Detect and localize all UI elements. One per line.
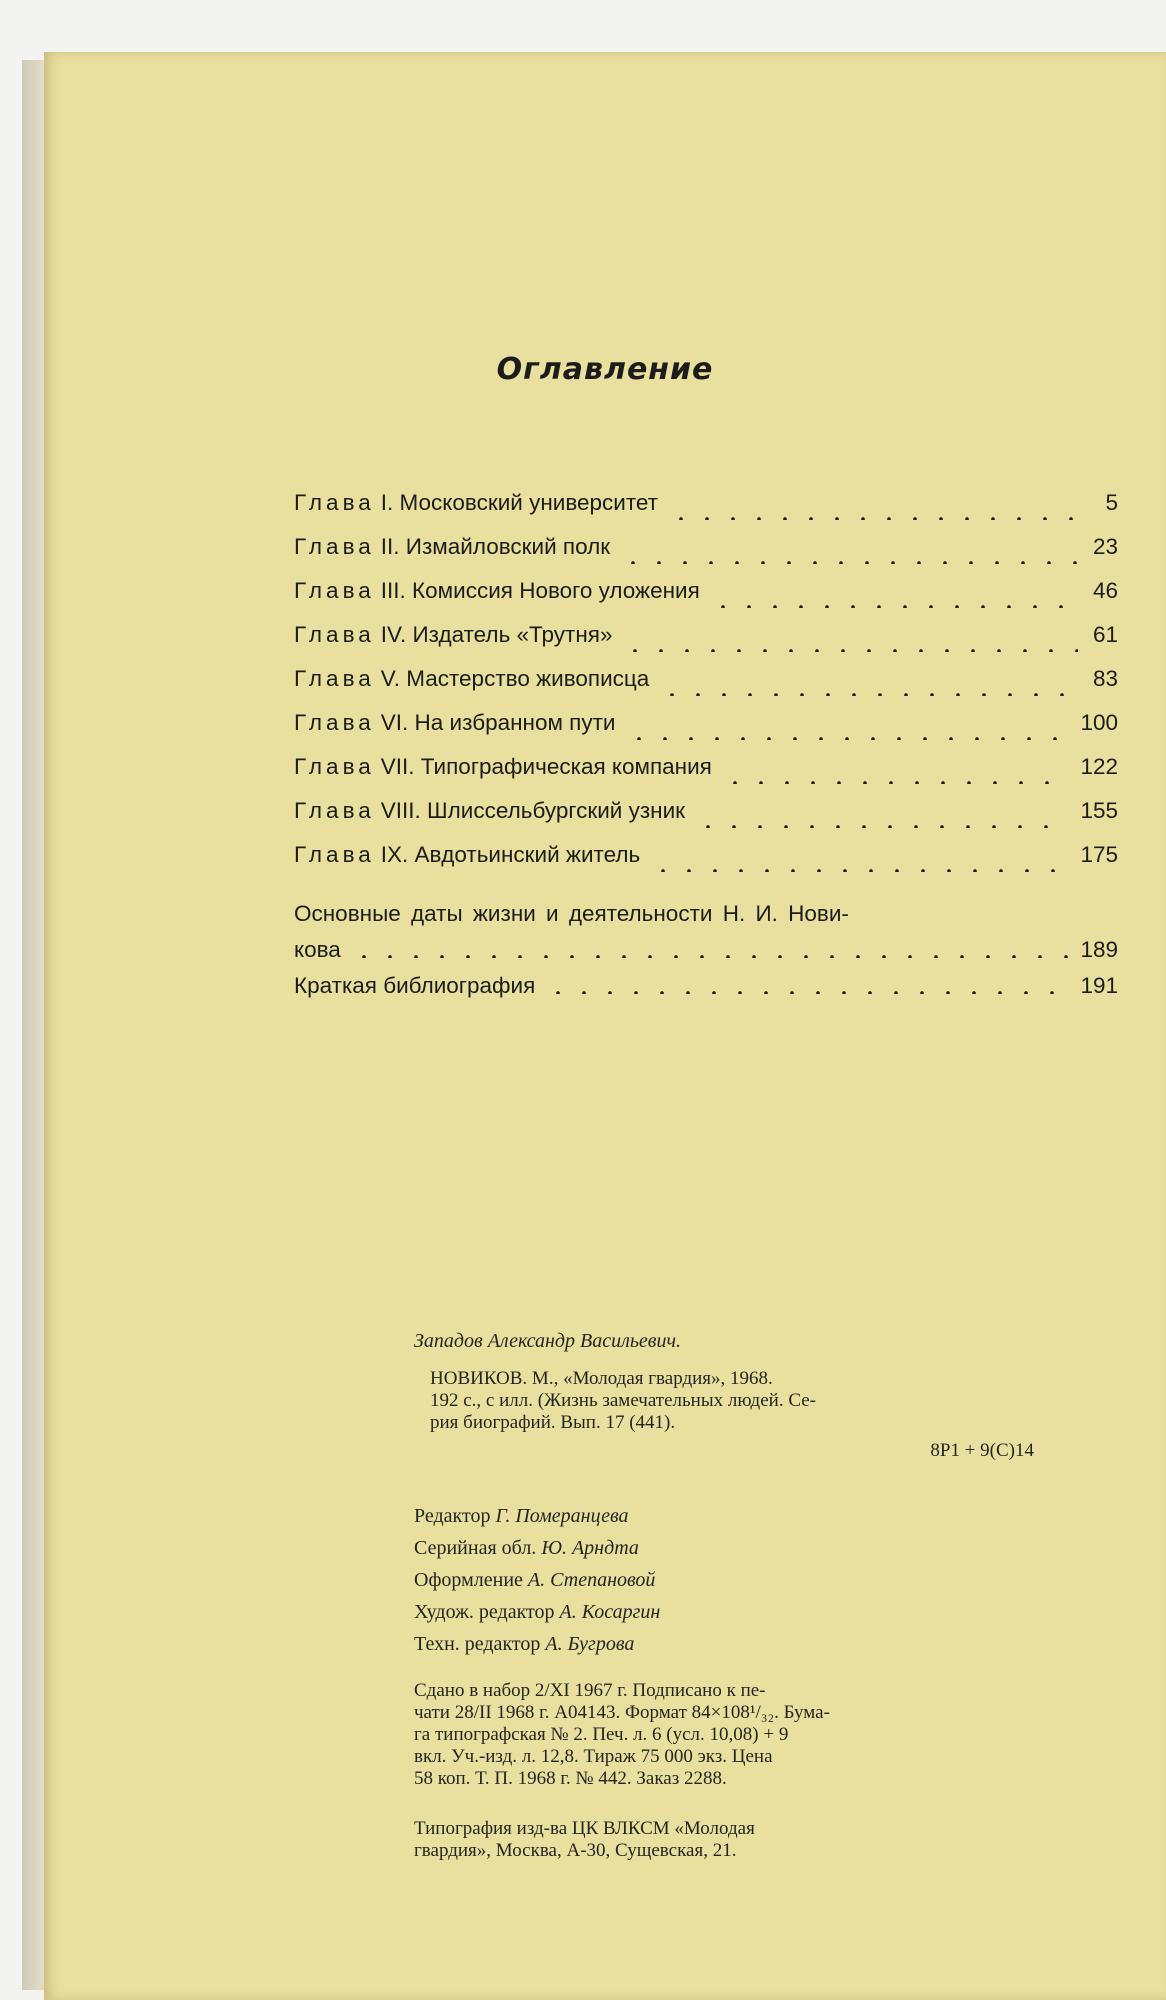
page-number: 175	[1080, 842, 1118, 867]
chapter-word: Глава	[294, 622, 375, 647]
toc-entry	[294, 754, 1118, 798]
page-number: 23	[1092, 534, 1118, 559]
toc-entry	[294, 798, 1118, 842]
page-number: 122	[1080, 754, 1118, 779]
chapter-title: IX. Авдотьинский житель	[380, 842, 641, 867]
chapter-title: III. Комиссия Нового уложения	[380, 578, 700, 603]
leader-dots	[710, 605, 1078, 608]
leader-dots	[668, 517, 1078, 520]
chapter-word: Глава	[294, 534, 375, 559]
chapter-word: Глава	[294, 666, 375, 691]
page-number: 83	[1092, 666, 1118, 691]
chapter-title: IV. Издатель «Трутня»	[380, 622, 613, 647]
toc-entry	[294, 578, 1118, 622]
page-number: 191	[1080, 973, 1118, 998]
toc-entry	[294, 710, 1118, 754]
dates-title-cont: кова	[294, 937, 341, 962]
leader-dots	[626, 737, 1071, 740]
page-number: 5	[1105, 490, 1118, 515]
chapter-word: Глава	[294, 710, 375, 735]
table-of-contents	[294, 490, 1118, 1004]
imprint-desc: 192 с., с илл. (Жизнь замечательных людей. Се-	[430, 1390, 816, 1411]
imprint-classification: 8Р1 + 9(С)14	[930, 1440, 1034, 1461]
leader-dots	[622, 649, 1078, 652]
page-number: 155	[1080, 798, 1118, 823]
book-page	[44, 52, 1166, 2000]
biblio-title: Краткая библиография	[294, 973, 536, 998]
toc-entry	[294, 534, 1118, 578]
chapter-word: Глава	[294, 578, 375, 603]
page-number: 189	[1080, 937, 1118, 962]
imprint-credits	[414, 1500, 1034, 1660]
toc-title: Оглавление	[496, 352, 714, 387]
toc-entry	[294, 622, 1118, 666]
leader-dots	[659, 693, 1078, 696]
chapter-title: VIII. Шлиссельбургский узник	[380, 798, 685, 823]
leader-dots	[545, 991, 1070, 994]
page-number: 46	[1092, 578, 1118, 603]
imprint-typography: Типография изд-ва ЦК ВЛКСМ «Молодая гвардия», Москва, А-30, Сущевская, 21.	[414, 1818, 755, 1861]
toc-entry-dates	[294, 896, 1118, 1004]
toc-entry-biblio	[294, 968, 1118, 1004]
imprint-title: НОВИКОВ. М., «Молодая гвардия», 1968.	[430, 1368, 773, 1389]
chapter-title: VI. На избранном пути	[380, 710, 616, 735]
toc-entry	[294, 490, 1118, 534]
credit-line: Техн. редактор А. Бугрова	[414, 1633, 635, 1655]
leader-dots	[722, 781, 1071, 784]
leader-dots	[650, 869, 1070, 872]
credit-line: Серийная обл. Ю. Арндта	[414, 1537, 639, 1559]
imprint-bibliographic	[414, 1368, 1034, 1462]
chapter-title: VII. Типографическая компания	[380, 754, 712, 779]
chapter-word: Глава	[294, 754, 375, 779]
chapter-title: II. Измайловский полк	[380, 534, 611, 559]
chapter-title: I. Московский университет	[380, 490, 658, 515]
toc-entry	[294, 842, 1118, 886]
chapter-word: Глава	[294, 842, 375, 867]
chapter-word: Глава	[294, 490, 375, 515]
leader-dots	[695, 825, 1070, 828]
chapter-word: Глава	[294, 798, 375, 823]
leader-dots	[620, 561, 1078, 564]
imprint-print-info: Сдано в набор 2/XI 1967 г. Подписано к пе- чати 28/II 1968 г. А04143. Формат 84×108¹/₃₂. Бума- га типографская № 2. Печ. л. 6 (усл. 10,08) + 9 вкл. Уч.-изд. л. 12,8. Тираж 75 000 экз. Цена 58 коп. Т. П. 1968 г. № 442. Заказ 2288.	[414, 1680, 830, 1789]
page-number: 100	[1080, 710, 1118, 735]
imprint-author: Западов Александр Васильевич.	[414, 1330, 682, 1352]
credit-line: Редактор Г. Померанцева	[414, 1505, 629, 1527]
chapter-title: V. Мастерство живописца	[380, 666, 650, 691]
page-number: 61	[1092, 622, 1118, 647]
credit-line: Оформление А. Степановой	[414, 1569, 656, 1591]
credit-line: Худож. редактор А. Косаргин	[414, 1601, 661, 1623]
toc-entry	[294, 666, 1118, 710]
imprint	[414, 1330, 1034, 1862]
imprint-desc: рия биографий. Вып. 17 (441).	[430, 1412, 676, 1433]
dates-title: Основные даты жизни и деятельности Н. И. Нови-	[294, 901, 849, 926]
leader-dots	[351, 955, 1071, 958]
